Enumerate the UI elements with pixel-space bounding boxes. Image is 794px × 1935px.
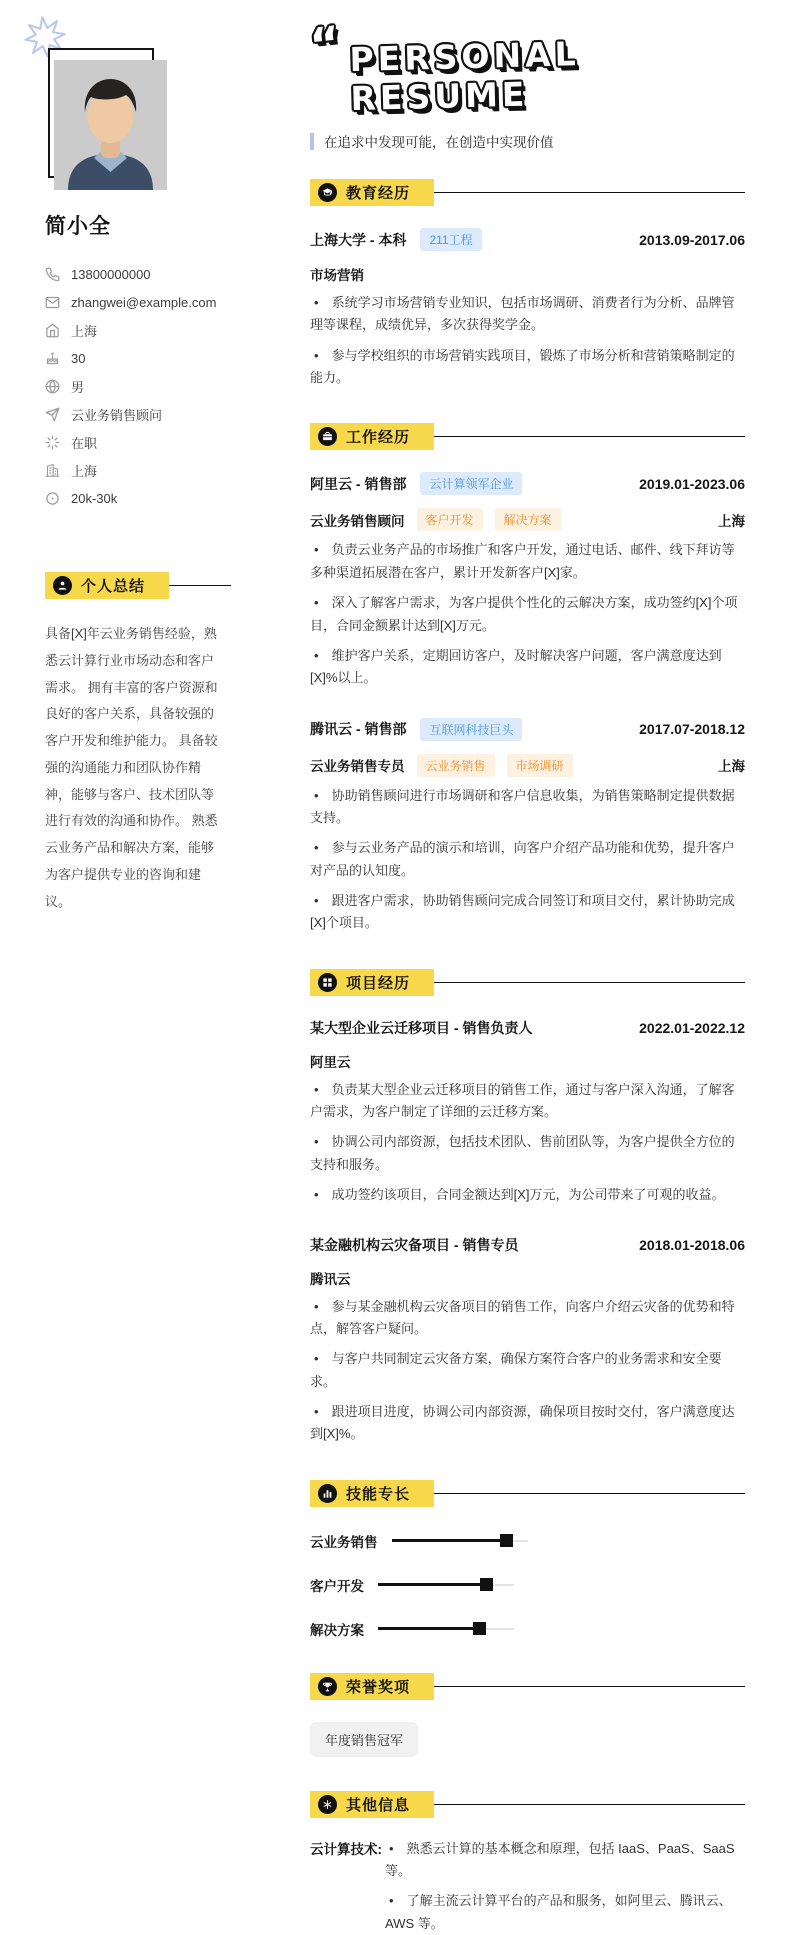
bar-chart-icon: [318, 1484, 337, 1503]
trophy-icon: [318, 1677, 337, 1696]
skill-row: [310, 1531, 745, 1551]
motto: [310, 131, 745, 151]
bullet-item: • 参与某金融机构云灾备项目的销售工作，向客户介绍云灾备的优势和特点，解答客户疑问。: [310, 1298, 735, 1336]
company-name: 腾讯云 - 销售部: [310, 721, 407, 738]
motto-text: 在追求中发现可能，在创造中实现价值: [324, 135, 554, 150]
position-tag: 解决方案: [495, 508, 561, 531]
bullet-item: • 维护客户关系，定期回访客户，及时解决客户问题，客户满意度达到[X]%以上。: [310, 647, 722, 686]
position-name: 云业务销售专员: [310, 759, 405, 775]
honors-section: [310, 1673, 745, 1757]
bullet-item: • 协助销售顾问进行市场调研和客户信息收集，为销售策略制定提供数据支持。: [310, 787, 735, 825]
mail-icon: [45, 295, 60, 310]
person-icon: [53, 576, 72, 595]
globe-icon: [45, 379, 60, 394]
section-title: 工作经历: [346, 429, 411, 447]
education-header: [310, 179, 745, 206]
section-title: 教育经历: [346, 185, 411, 202]
slider-handle[interactable]: [473, 1622, 486, 1635]
section-rule: [434, 1804, 745, 1805]
bullet-item: • 与客户共同制定云灾备方案，确保方案符合客户的业务需求和安全要求。: [310, 1351, 722, 1389]
contact-phone: [45, 260, 265, 288]
bullet-item: • 参与学校组织的市场营销实践项目，锻炼了市场分析和营销策略制定的能力。: [310, 347, 735, 386]
section-title: 荣誉奖项: [346, 1678, 411, 1696]
contact-value: 13800000000: [71, 266, 151, 282]
contact-city: [45, 316, 265, 344]
position-tag: 云业务销售: [417, 754, 495, 777]
bullet-item: • 成功签约该项目，合同金额达到[X]万元，为公司带来了可观的收益。: [314, 1187, 725, 1203]
other-section: [310, 1791, 745, 1935]
contact-value: 20k-30k: [71, 490, 118, 506]
education-date: 2013.09-2017.06: [639, 231, 745, 248]
title-text: PERSONAL RESUME: [349, 34, 581, 119]
education-entry: [310, 228, 745, 389]
company-tag: 互联网科技巨头: [420, 718, 522, 741]
skill-slider[interactable]: [378, 1578, 506, 1591]
slider-handle[interactable]: [480, 1578, 493, 1591]
work-city: 上海: [718, 759, 745, 775]
work-entry: [310, 472, 745, 689]
position-tag: 市场调研: [507, 754, 573, 777]
home-icon: [45, 323, 60, 338]
position-tag: 客户开发: [417, 508, 483, 531]
page-title: [307, 15, 745, 119]
profile-photo: [54, 60, 167, 190]
work-bullets: [310, 539, 745, 689]
section-rule: [434, 982, 745, 983]
work-entry: [310, 718, 745, 935]
section-rule: [434, 192, 745, 193]
section-title: 其他信息: [346, 1796, 411, 1814]
bullet-item: • 跟进客户需求，协助销售顾问完成合同签订和项目交付，累计协助完成[X]个项目。: [310, 893, 735, 931]
bullet-item: • 跟进项目进度，协调公司内部资源，确保项目按时交付，客户满意度达到[X]%。: [310, 1403, 735, 1442]
contact-value: 30: [71, 350, 86, 366]
bullet-item: • 协调公司内部资源，包括技术团队、售前团队等，为客户提供全方位的支持和服务。: [310, 1134, 735, 1172]
school-name: 上海大学 - 本科: [310, 231, 407, 248]
skill-label: 解决方案: [310, 1622, 364, 1638]
project-bullets: [310, 1079, 745, 1207]
work-header: [310, 423, 745, 450]
motto-bar: [310, 133, 314, 150]
contact-work-city: [45, 456, 265, 484]
target-icon: [45, 491, 60, 506]
project-name: 某金融机构云灾备项目 - 销售专员: [310, 1236, 519, 1253]
profile-photo-block: [54, 60, 167, 190]
contact-value: 上海: [71, 463, 98, 479]
work-date: 2017.07-2018.12: [639, 721, 745, 738]
skill-label: 云业务销售: [310, 1534, 378, 1550]
contact-value: 上海: [71, 323, 98, 339]
contact-target-position: [45, 400, 265, 428]
bullet-item: • 参与云业务产品的演示和培训，向客户介绍产品功能和优势，提升客户对产品的认知度。: [310, 840, 735, 878]
sidebar: [0, 0, 265, 1935]
contact-gender: [45, 372, 265, 400]
bullet-item: • 了解主流云计算平台的产品和服务，如阿里云、腾讯云、AWS 等。: [385, 1893, 732, 1931]
company-tag: 云计算领军企业: [420, 472, 522, 495]
project-company: 腾讯云: [310, 1271, 351, 1287]
section-rule: [434, 1493, 745, 1494]
building-icon: [45, 463, 60, 478]
skills-header: [310, 1480, 745, 1507]
section-title: 项目经历: [346, 974, 411, 992]
contact-job-status: [45, 428, 265, 456]
projects-section: [310, 969, 745, 1446]
contact-email: [45, 288, 265, 316]
projects-header: [310, 969, 745, 996]
project-bullets: [310, 1296, 745, 1446]
education-section: [310, 179, 745, 389]
section-rule: [169, 585, 231, 586]
other-label: 云计算技术:: [310, 1841, 382, 1857]
project-entry: [310, 1235, 745, 1446]
work-date: 2019.01-2023.06: [639, 475, 745, 492]
summary-text: 具备[X]年云业务销售经验，熟悉云计算行业市场动态和客户需求。 拥有丰富的客户资源和良好的客户关系，具备较强的客户开发和维护能力。 具备较强的沟通能力和团队协作精神，能够与客户、技术团队等进行有效的沟通和协作。 熟悉云业务产品和解决方案，能够为客户提供专业的咨询和建议。: [45, 626, 218, 909]
bullet-item: • 熟悉云计算的基本概念和原理，包括 IaaS、PaaS、SaaS 等。: [385, 1840, 735, 1879]
phone-icon: [45, 267, 60, 282]
candidate-name: 简小全: [45, 215, 111, 238]
summary-section: [45, 572, 231, 915]
summary-title: 个人总结: [81, 578, 146, 595]
summary-header: [45, 572, 231, 599]
main-column: [307, 0, 745, 1935]
skill-row: [310, 1575, 745, 1595]
grid-icon: [318, 973, 337, 992]
work-city: 上海: [718, 513, 745, 529]
bullet-item: • 负责某大型企业云迁移项目的销售工作，通过与客户深入沟通，了解客户需求，为客户制定了详细的云迁移方案。: [310, 1081, 735, 1120]
paper-plane-icon: [45, 407, 60, 422]
other-row: [310, 1838, 745, 1935]
education-bullets: [310, 292, 745, 389]
contact-salary: [45, 484, 265, 512]
other-header: [310, 1791, 745, 1818]
project-date: 2018.01-2018.06: [639, 1236, 745, 1253]
honors-header: [310, 1673, 745, 1700]
slider-handle[interactable]: [500, 1534, 513, 1547]
section-title: 技能专长: [346, 1485, 411, 1503]
contact-value: zhangwei@example.com: [71, 294, 217, 310]
contact-age: [45, 344, 265, 372]
briefcase-icon: [318, 427, 337, 446]
other-bullets: [385, 1838, 745, 1935]
position-name: 云业务销售顾问: [310, 513, 405, 529]
skill-row: [310, 1619, 745, 1639]
cake-icon: [45, 351, 60, 366]
asterisk-icon: [318, 1795, 337, 1814]
contact-value: 云业务销售顾问: [71, 407, 163, 423]
project-date: 2022.01-2022.12: [639, 1019, 745, 1036]
quote-mark: “: [307, 15, 343, 73]
skills-section: [310, 1480, 745, 1639]
work-section: [310, 423, 745, 934]
graduation-cap-icon: [318, 183, 337, 202]
project-company: 阿里云: [310, 1054, 351, 1070]
work-bullets: [310, 785, 745, 935]
bullet-item: • 负责云业务产品的市场推广和客户开发，通过电话、邮件、线下拜访等多种渠道拓展潜在客户，累计开发新客户[X]家。: [310, 542, 735, 580]
skill-label: 客户开发: [310, 1578, 364, 1594]
skill-slider[interactable]: [378, 1622, 506, 1635]
summary-badge: [45, 572, 169, 599]
bullet-item: • 深入了解客户需求，为客户提供个性化的云解决方案，成功签约[X]个项目，合同金额累计达到[X]万元。: [310, 595, 738, 633]
contact-value: 男: [71, 379, 85, 395]
school-tag: 211工程: [420, 228, 481, 251]
skill-slider[interactable]: [392, 1534, 520, 1547]
company-name: 阿里云 - 销售部: [310, 475, 407, 492]
major: 市场营销: [310, 268, 364, 283]
project-name: 某大型企业云迁移项目 - 销售负责人: [310, 1019, 533, 1036]
project-entry: [310, 1018, 745, 1207]
honor-badge: 年度销售冠军: [310, 1722, 418, 1757]
contact-value: 在职: [71, 435, 98, 451]
section-rule: [434, 436, 745, 437]
status-loader-icon: [45, 435, 60, 450]
bullet-item: • 系统学习市场营销专业知识，包括市场调研、消费者行为分析、品牌管理等课程，成绩优异，多次获得奖学金。: [310, 295, 735, 333]
section-rule: [434, 1686, 745, 1687]
contact-list: [45, 260, 265, 512]
